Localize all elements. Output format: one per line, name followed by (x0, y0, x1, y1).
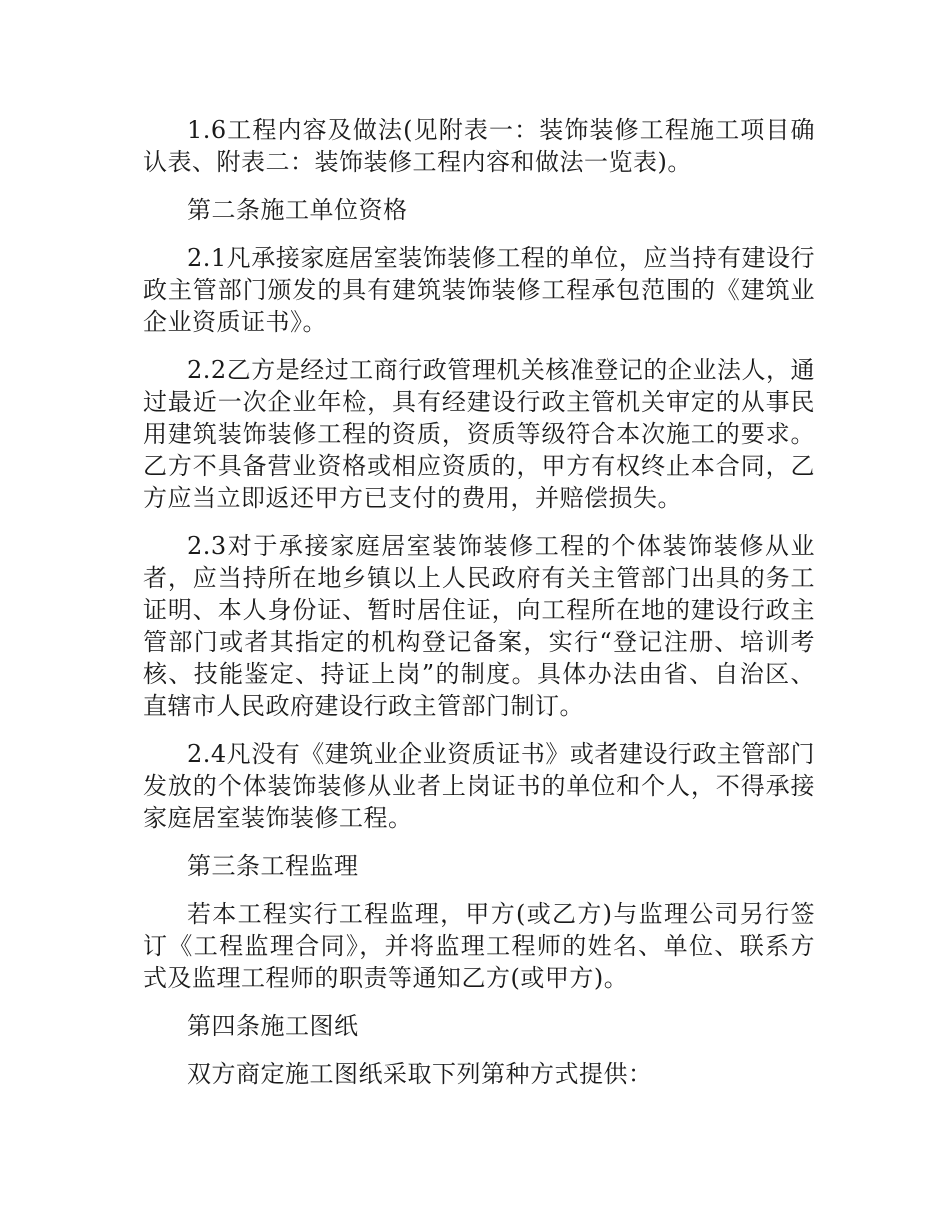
clause-2-4: 2.4凡没有《建筑业企业资质证书》或者建设行政主管部门发放的个体装饰装修从业者上岗证书的单位和个人，不得承接家庭居室装饰装修工程。 (143, 740, 815, 832)
article-4-body: 双方商定施工图纸采取下列第种方式提供： (187, 1060, 653, 1088)
article-2-heading: 第二条施工单位资格 (187, 196, 408, 224)
article-3-heading: 第三条工程监理 (187, 852, 359, 880)
clause-1-6: 1.6工程内容及做法(见附表一：装饰装修工程施工项目确认表、附表二：装饰装修工程内容和做法一览表)。 (143, 116, 815, 176)
article-3-body: 若本工程实行工程监理，甲方(或乙方)与监理公司另行签订《工程监理合同》，并将监理工程师的姓名、单位、联系方式及监理工程师的职责等通知乙方(或甲方)。 (143, 900, 815, 992)
article-4-heading: 第四条施工图纸 (187, 1012, 359, 1040)
clause-2-1: 2.1凡承接家庭居室装饰装修工程的单位，应当持有建设行政主管部门颁发的具有建筑装饰装修工程承包范围的《建筑业企业资质证书》。 (143, 244, 815, 336)
clause-2-3: 2.3对于承接家庭居室装饰装修工程的个体装饰装修从业者，应当持所在地乡镇以上人民政府有关主管部门出具的务工证明、本人身份证、暂时居住证，向工程所在地的建设行政主管部门或者其指定的机构登记备案，实行“登记注册、培训考核、技能鉴定、持证上岗”的制度。具体办法由省、自治区、直辖市人民政府建设行政主管部门制订。 (143, 532, 815, 720)
document-page (143, 114, 815, 1106)
clause-2-2: 2.2乙方是经过工商行政管理机关核准登记的企业法人，通过最近一次企业年检，具有经建设行政主管机关审定的从事民用建筑装饰装修工程的资质，资质等级符合本次施工的要求。乙方不具备营业资格或相应资质的，甲方有权终止本合同，乙方应当立即返还甲方已支付的费用，并赔偿损失。 (143, 356, 815, 512)
